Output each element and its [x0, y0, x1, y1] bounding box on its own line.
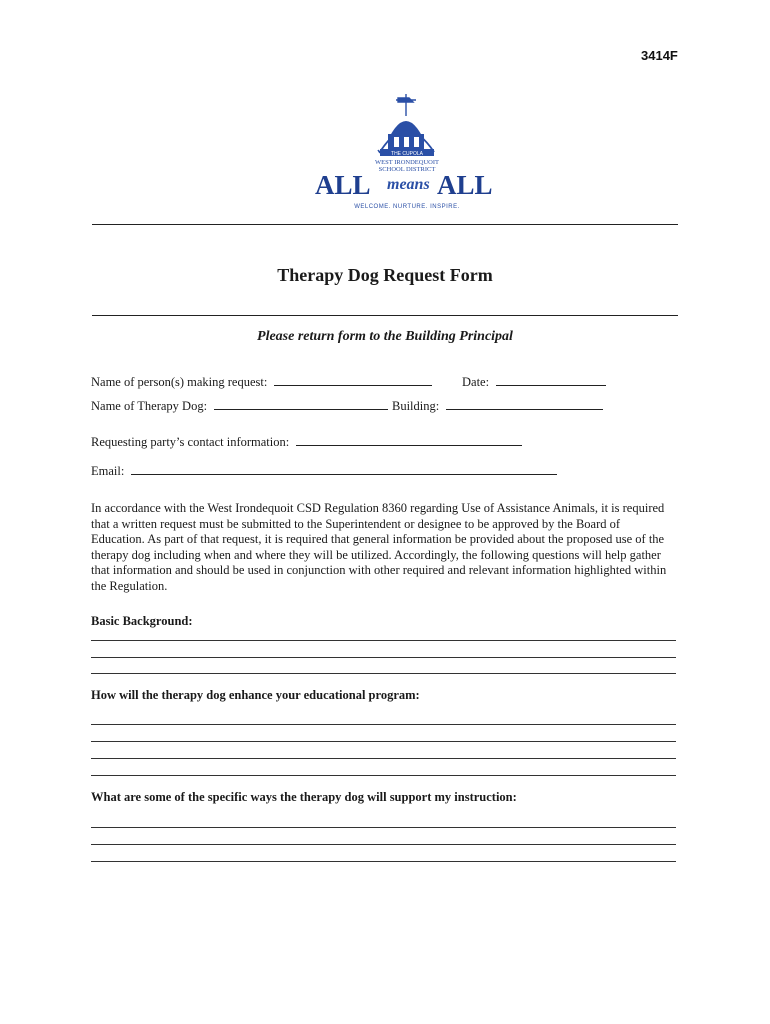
support-instruction-heading: What are some of the specific ways the therapy dog will support my instruction:: [91, 790, 517, 804]
basic-background-answer-line[interactable]: [91, 640, 676, 641]
regulation-paragraph: [91, 501, 681, 595]
date-field: [462, 373, 606, 390]
basic-background-answer-line[interactable]: [91, 673, 676, 674]
logo-tagline: WELCOME. NURTURE. INSPIRE.: [354, 204, 460, 210]
date-label: Date:: [462, 375, 490, 389]
weathervane-icon: [396, 94, 416, 116]
dog-name-input[interactable]: [214, 397, 388, 410]
header-divider: [92, 224, 678, 225]
requester-name-field: [91, 373, 432, 390]
enhance-program-answer-line[interactable]: [91, 741, 676, 742]
district-name-line1: WEST IRONDEQUOIT: [375, 159, 439, 166]
requester-name-label: Name of person(s) making request:: [91, 375, 268, 389]
title-divider: [92, 315, 678, 316]
logo-banner-text: THE CUPOLA: [391, 151, 423, 157]
contact-info-field: [91, 433, 522, 450]
building-field: [392, 397, 603, 414]
dog-name-label: Name of Therapy Dog:: [91, 399, 208, 413]
email-label: Email:: [91, 464, 125, 478]
enhance-program-heading: How will the therapy dog enhance your educational program:: [91, 688, 420, 702]
building-input[interactable]: [446, 397, 603, 410]
paragraph-line: that a written request must be submitted to the Superintendent or designee to be approved by the Board of: [91, 516, 621, 531]
enhance-program-answer-line[interactable]: [91, 758, 676, 759]
building-label: Building:: [392, 399, 440, 413]
dog-name-field: [91, 397, 388, 414]
paragraph-line: In accordance with the West Irondequoit CSD Regulation 8360 regarding Use of Assistance Animals, it is required: [91, 501, 665, 515]
contact-info-input[interactable]: [296, 433, 522, 446]
form-title: Therapy Dog Request Form: [277, 265, 493, 285]
date-input[interactable]: [496, 373, 606, 386]
enhance-program-answer-line[interactable]: [91, 724, 676, 725]
requester-name-input[interactable]: [274, 373, 432, 386]
form-subtitle: Please return form to the Building Principal: [257, 329, 513, 344]
enhance-program-answer-line[interactable]: [91, 775, 676, 776]
email-field: [91, 462, 557, 479]
paragraph-line: Education. As part of that request, it is required that general information be provided about the proposed use of the: [91, 532, 665, 547]
contact-info-label: Requesting party’s contact information:: [91, 435, 290, 449]
paragraph-line: the Regulation.: [91, 578, 168, 593]
paragraph-line: that information and should be used in conjunction with other required and relevant information highlighted within: [91, 563, 667, 578]
support-instruction-answer-line[interactable]: [91, 844, 676, 845]
slogan-all-left: ALL: [315, 170, 371, 200]
support-instruction-answer-line[interactable]: [91, 861, 676, 862]
email-input[interactable]: [131, 462, 557, 475]
basic-background-answer-line[interactable]: [91, 657, 676, 658]
slogan-means: means: [387, 176, 430, 193]
basic-background-heading: Basic Background:: [91, 614, 193, 628]
support-instruction-answer-line[interactable]: [91, 827, 676, 828]
district-logo: [310, 90, 510, 215]
district-name-line2: SCHOOL DISTRICT: [378, 166, 436, 173]
paragraph-line: therapy dog including when and where they will be utilized. Accordingly, the following questions will help gather: [91, 547, 661, 562]
form-code: 3414F: [641, 48, 678, 63]
slogan-all-right: ALL: [437, 170, 493, 200]
